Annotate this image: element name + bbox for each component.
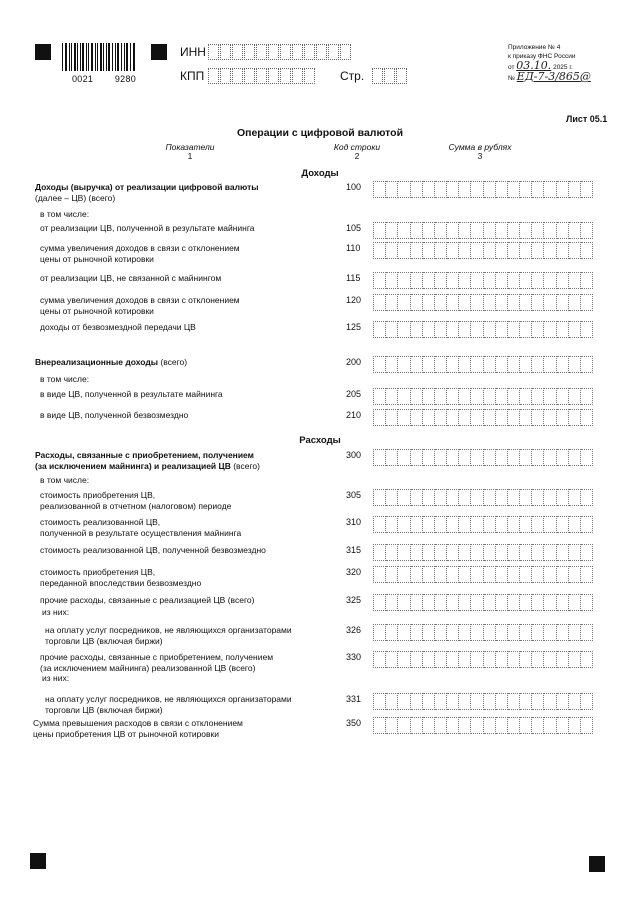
inn-field[interactable] xyxy=(208,44,352,60)
row-code-115: 115 xyxy=(346,273,361,283)
page-title: Операции с цифровой валютой xyxy=(236,127,404,139)
sum-field-120[interactable] xyxy=(373,294,593,311)
row-label-315: стоимость реализованной ЦВ, полученной безвозмездно xyxy=(40,545,266,555)
section-income-heading: Доходы xyxy=(301,168,339,179)
row-label-125: доходы от безвозмездной передачи ЦВ xyxy=(40,322,196,332)
row-code-331: 331 xyxy=(346,694,362,704)
row-subheading: в том числе: xyxy=(40,374,90,384)
sum-field-315[interactable] xyxy=(373,544,593,561)
row-label-100: Доходы (выручка) от реализации цифровой валюты (далее – ЦВ) (всего) xyxy=(35,182,259,203)
barcode-number-right: 9280 xyxy=(114,74,137,84)
sum-field-125[interactable] xyxy=(373,321,593,338)
barcode-image xyxy=(62,43,135,76)
row-label-325: прочие расходы, связанные с реализацией ЦВ (всего) xyxy=(40,595,255,605)
row-subheading: из них: xyxy=(42,673,70,683)
row-label-331: на оплату услуг посредников, не являющихся организаторами торговли ЦВ (включая биржи) xyxy=(45,694,292,715)
row-label-105: от реализации ЦВ, полученной в результате майнинга xyxy=(40,223,255,233)
row-code-120: 120 xyxy=(346,295,362,305)
page-label: Стр. xyxy=(340,69,365,83)
sum-field-200[interactable] xyxy=(373,356,593,373)
row-subheading: в том числе: xyxy=(40,209,90,219)
row-subheading: в том числе: xyxy=(40,475,90,485)
row-label-210: в виде ЦВ, полученной безвозмездно xyxy=(40,410,189,420)
row-code-326: 326 xyxy=(346,625,362,635)
appendix-note xyxy=(508,43,591,83)
row-code-210: 210 xyxy=(346,410,362,420)
row-code-310: 310 xyxy=(346,517,362,527)
sum-field-310[interactable] xyxy=(373,516,593,533)
row-label-305: стоимость приобретения ЦВ, реализованной в отчетном (налоговом) периоде xyxy=(40,490,232,511)
row-code-320: 320 xyxy=(346,567,362,577)
sum-field-331[interactable] xyxy=(373,693,593,710)
barcode-number-left: 0021 xyxy=(72,74,94,84)
row-code-305: 305 xyxy=(346,490,362,500)
sum-field-325[interactable] xyxy=(373,594,593,611)
row-label-200: Внереализационные доходы (всего) xyxy=(35,357,188,367)
column-header-sum: Сумма в рублях 3 xyxy=(448,142,512,161)
row-code-100: 100 xyxy=(346,182,362,192)
sum-field-100[interactable] xyxy=(373,181,593,198)
row-code-330: 330 xyxy=(346,652,362,662)
sum-field-105[interactable] xyxy=(373,222,593,239)
row-label-205: в виде ЦВ, полученной в результате майнинга xyxy=(40,389,223,399)
row-label-310: стоимость реализованной ЦВ, полученной в результате осуществления майнинга xyxy=(40,517,242,538)
corner-marker-bottom-left xyxy=(30,853,46,869)
row-label-320: стоимость приобретения ЦВ, переданной впоследствии безвозмездно xyxy=(40,567,202,588)
sum-field-300[interactable] xyxy=(373,449,593,466)
column-header-code: Код строки 2 xyxy=(333,142,381,161)
appendix-number-prefix: № xyxy=(508,75,515,82)
row-code-105: 105 xyxy=(346,223,362,233)
sum-field-210[interactable] xyxy=(373,409,593,426)
row-code-125: 125 xyxy=(346,322,362,332)
row-label-350: Сумма превышения расходов в связи с отклонением цены приобретения ЦВ от рыночной котировки xyxy=(33,718,243,739)
row-code-350: 350 xyxy=(346,718,362,728)
row-code-200: 200 xyxy=(346,357,362,367)
row-label-300: Расходы, связанные с приобретением, получением (за исключением майнинга) и реализацией ЦВ (всего) xyxy=(35,450,260,471)
row-code-325: 325 xyxy=(346,595,362,605)
row-code-205: 205 xyxy=(346,389,362,399)
appendix-date-handwritten: 03.10. xyxy=(516,59,552,72)
sum-field-110[interactable] xyxy=(373,242,593,259)
row-label-120: сумма увеличения доходов в связи с отклонением цены от рыночной котировки xyxy=(40,295,240,316)
row-label-326: на оплату услуг посредников, не являющихся организаторами торговли ЦВ (включая биржи) xyxy=(45,625,292,646)
sum-field-115[interactable] xyxy=(373,272,593,289)
appendix-line-1: Приложение № 4 xyxy=(508,44,561,51)
sum-field-326[interactable] xyxy=(373,624,593,641)
sum-field-305[interactable] xyxy=(373,489,593,506)
row-subheading: из них: xyxy=(42,607,70,617)
row-label-330: прочие расходы, связанные с приобретением, получением (за исключением майнинга) реализованной ЦВ (всего) xyxy=(40,652,274,673)
row-label-110: сумма увеличения доходов в связи с отклонением цены от рыночной котировки xyxy=(40,243,240,264)
appendix-date-prefix: от xyxy=(508,64,515,71)
row-code-110: 110 xyxy=(346,243,361,253)
corner-marker-top-middle xyxy=(151,44,167,60)
sum-field-205[interactable] xyxy=(373,388,593,405)
appendix-line-2: к приказу ФНС России xyxy=(508,53,576,60)
barcode-number xyxy=(72,74,136,84)
kpp-label: КПП xyxy=(180,69,205,83)
sum-field-350[interactable] xyxy=(373,717,593,734)
column-header-indicators: Показатели 1 xyxy=(165,142,215,161)
sum-field-330[interactable] xyxy=(373,651,593,668)
sheet-label: Лист 05.1 xyxy=(566,114,608,124)
appendix-number-handwritten: ЕД-7-3/865@ xyxy=(516,70,591,83)
corner-marker-bottom-right xyxy=(589,856,605,872)
sum-field-320[interactable] xyxy=(373,566,593,583)
row-code-300: 300 xyxy=(346,450,362,460)
appendix-year: 2025 г. xyxy=(553,64,573,71)
row-label-115: от реализации ЦВ, не связанной с майнингом xyxy=(40,273,222,283)
section-expenses-heading: Расходы xyxy=(299,435,341,446)
page-number-field[interactable] xyxy=(372,68,408,84)
kpp-field[interactable] xyxy=(208,68,316,84)
inn-label: ИНН xyxy=(180,45,206,59)
row-code-315: 315 xyxy=(346,545,362,555)
corner-marker-top-left xyxy=(35,44,51,60)
